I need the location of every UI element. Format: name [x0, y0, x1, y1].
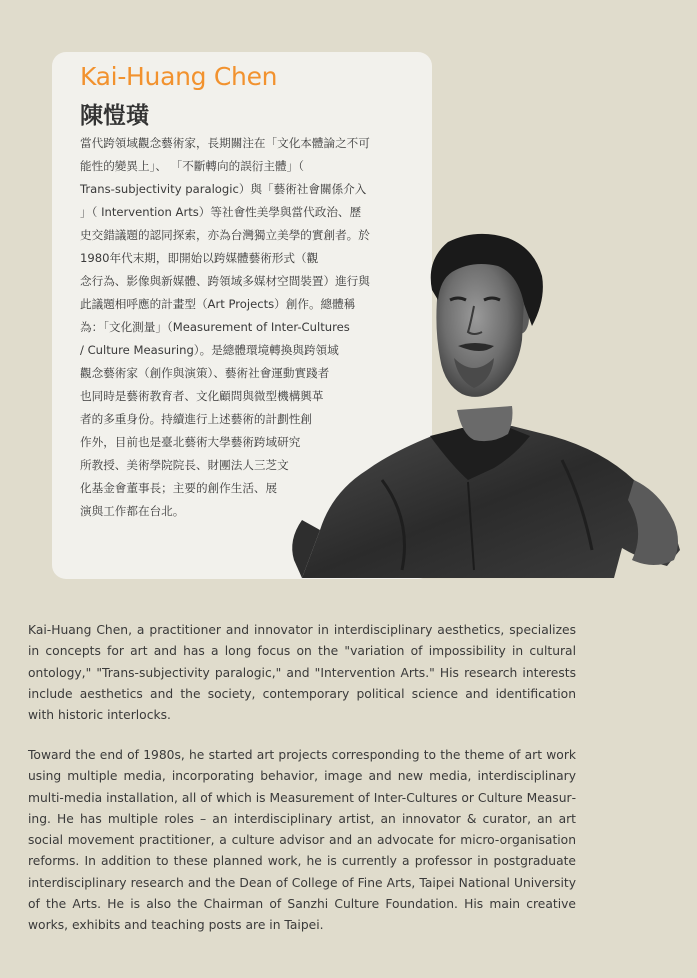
bio-zh-line: 化基金會董事長；主要的創作生活、展 — [80, 481, 278, 495]
name-chinese: 陳愷璜 — [80, 103, 149, 129]
portrait-photo-icon — [262, 230, 684, 578]
bio-zh-line: 觀念藝術家（創作與演策）、藝術社會運動實踐者 — [80, 366, 330, 380]
bio-zh-line: 能性的變異上」、 「不斷轉向的誤衍主體」（ — [80, 159, 304, 173]
bio-zh-line: 所教授、美術學院院長、財團法人三芝文 — [80, 458, 289, 472]
bio-zh-line: 當代跨領域觀念藝術家，長期關注在「文化本體論之不可 — [80, 136, 370, 150]
bio-zh-line: Trans-subjectivity paralogic）與「藝術社會關係介入 — [80, 182, 367, 196]
bio-zh-line: 」（ Intervention Arts）等社會性美學與當代政治、歷 — [80, 205, 362, 219]
bio-zh-line: 也同時是藝術教育者、文化顧問與微型機構興革 — [80, 389, 324, 403]
bio-zh-line: / Culture Measuring）。是總體環境轉換與跨領域 — [80, 343, 339, 357]
bio-zh-line: 1980年代末期，即開始以跨媒體藝術形式（觀 — [80, 251, 319, 265]
bio-english-paragraph-1: Kai-Huang Chen, a practitioner and innovator in interdisciplinary aesthetics, specializes in concepts for art and has a long focus on the "variation of impossibility in cultural ontology," "Trans-subjectivity paralogic," and "Intervention Arts." His research interests include aesthetics and the society, contemporary political science and identification with historic interlocks. — [28, 623, 576, 723]
bio-zh-line: 演與工作都在台北。 — [80, 504, 185, 518]
bio-zh-line: 史交錯議題的認同探索，亦為台灣獨立美學的實創者。於 — [80, 228, 370, 242]
bio-zh-line: 作外，目前也是臺北藝術大學藝術跨域研究 — [80, 435, 301, 449]
bio-zh-line: 念行為、影像與新媒體、跨領域多媒材空間裝置）進行與 — [80, 274, 370, 288]
bio-zh-line: 為：「文化測量」（Measurement of Inter-Cultures — [80, 320, 350, 334]
bio-zh-line: 者的多重身份。持續進行上述藝術的計劃性創 — [80, 412, 312, 426]
name-english: Kai-Huang Chen — [80, 62, 278, 91]
bio-zh-line: 此議題相呼應的計畫型（Art Projects）創作。總體稱 — [80, 297, 356, 311]
bio-english-paragraph-2: Toward the end of 1980s, he started art projects corresponding to the theme of art work using multiple media, incorporating behavior, image and new media, interdisciplinary multi-media installation, all of which is Measurement of Inter-Cultures or Culture Measuring. He has multiple roles – an interdisciplinary artist, an innovator & curator, an art social movement practitioner, a culture advisor and an advocate for micro-organisation reforms. In addition to these planned work, he is currently a professor in postgraduate interdisciplinary research and the Dean of College of Fine Arts, Taipei National University of the Arts. He is also the Chairman of Sanzhi Culture Foundation. His main creative works, exhibits and teaching posts are in Taipei. — [28, 748, 576, 933]
